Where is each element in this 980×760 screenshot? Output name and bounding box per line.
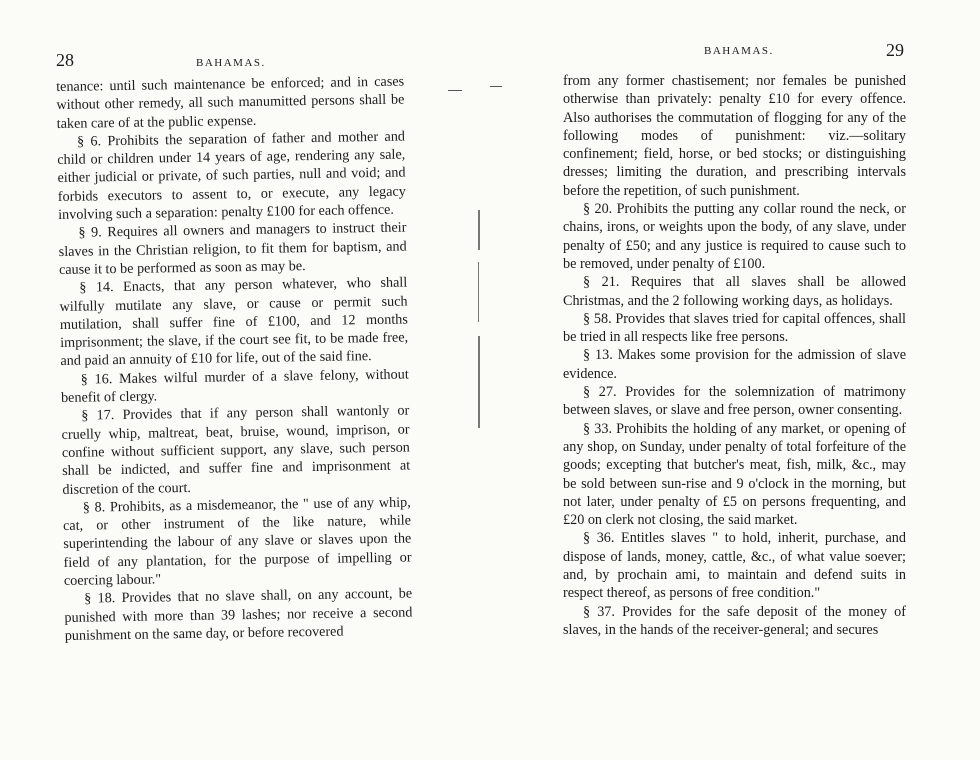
right-paragraph: § 36. Entitles slaves " to hold, inherit, purchase, and dispose of lands, money, cattle, &c., of what value soever; and, by prochain ami, to maintain and defend suits in respect thereof, as persons of free condition." — [563, 530, 906, 602]
right-running-head: BAHAMAS. — [704, 45, 774, 57]
margin-dash — [490, 86, 502, 87]
book-gutter — [470, 0, 490, 760]
right-page-number: 29 — [886, 40, 904, 60]
left-paragraph: § 18. Provides that no slave shall, on any account, be punished with more than 39 lashes; nor receive a second punishment on the same day, or before recovered — [64, 585, 413, 644]
gutter-mark — [478, 262, 479, 322]
left-running-head: BAHAMAS. — [196, 57, 266, 69]
left-page — [0, 0, 470, 760]
right-page — [490, 0, 980, 760]
right-paragraph: from any former chastisement; nor females be punished otherwise than privately: penalty £10 for every offence. Also authorises the commutation of flogging for any of the following modes of punishment: viz.—solitary confinement; field, horse, or bed stocks; or distinguishing dresses; limiting the duration, and prescribing intervals before the repetition, of such punishment. — [563, 73, 906, 199]
left-paragraph: § 8. Prohibits, as a misdemeanor, the " use of any whip, cat, or other instrument of the like nature, while superintending the labour of any slave or slaves upon the field of any plantation, for the purpose of impelling or coercing labour." — [62, 494, 412, 589]
right-paragraph: § 58. Provides that slaves tried for capital offences, shall be tried in all respects like free persons. — [563, 310, 906, 346]
right-paragraph: § 33. Prohibits the holding of any market, or opening of any shop, on Sunday, under penalty of total forfeiture of the goods; excepting that butcher's meat, fish, milk, &c., may be sold between sun-rise and 9 o'clock in the morning, but not later, under penalty of £5 on persons frequenting, and £20 on clerk not closing, the said market. — [563, 420, 906, 529]
left-page-number: 28 — [56, 50, 74, 70]
right-paragraph: § 13. Makes some provision for the admission of slave evidence. — [563, 347, 906, 382]
gutter-mark — [478, 210, 480, 250]
margin-dash — [448, 90, 462, 91]
left-page-body — [56, 73, 413, 646]
right-paragraph: § 20. Prohibits the putting any collar round the neck, or chains, irons, or weights upon the body, of any slave, under penalty of £50; and any justice is required to cause such to be removed, under penalty of £100. — [563, 201, 906, 272]
right-paragraph: § 21. Requires that all slaves shall be allowed Christmas, and the 2 following working days, as holidays. — [563, 274, 906, 309]
left-paragraph: § 17. Provides that if any person shall wantonly or cruelly whip, maltreat, beat, bruise, wound, imprison, or confine without sufficient support, any slave, such person shall be indicted, and suffer fine and imprisonment at discretion of the court. — [61, 402, 411, 498]
left-paragraph: § 14. Enacts, that any person whatever, who shall wilfully mutilate any slave, or cause or permit such mutilation, shall suffer fine of £100, and 12 months imprisonment; the slave, if the court see fit, to be made free, and paid an annuity of £10 for life, out of the said fine. — [59, 274, 409, 370]
left-paragraph: § 9. Requires all owners and managers to instruct their slaves in the Christian religion, to fit them for baptism, and cause it to be performed as soon as may be. — [58, 219, 407, 278]
gutter-mark — [478, 336, 480, 428]
left-paragraph: tenance: until such maintenance be enforced; and in cases without other remedy, all such manumitted persons shall be taken care of at the public expense. — [56, 73, 405, 132]
left-paragraph: § 16. Makes wilful murder of a slave felony, without benefit of clergy. — [60, 366, 409, 407]
right-page-body — [563, 72, 906, 639]
right-paragraph: § 27. Provides for the solemnization of matrimony between slaves, or slave and free person, owner consenting. — [563, 384, 906, 419]
left-paragraph: § 6. Prohibits the separation of father and mother and child or children under 14 years of age, rendering any sale, either judicial or private, of such parties, null and void; and forbids executors to assent to, or execute, any legacy involving such a separation: penalty £100 for each offence. — [57, 128, 406, 224]
right-paragraph: § 37. Provides for the safe deposit of the money of slaves, in the hands of the receiver-general; and secures — [563, 603, 906, 638]
